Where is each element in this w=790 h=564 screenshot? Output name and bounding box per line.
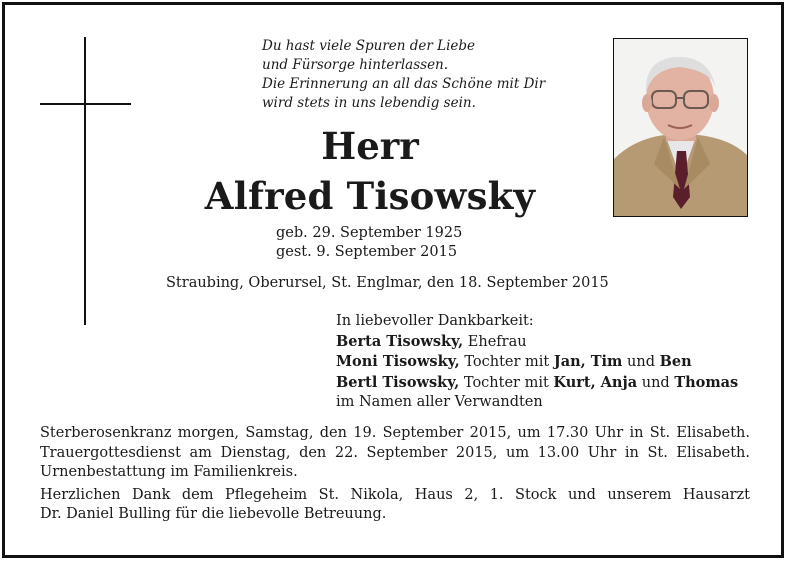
mourner-kin: Ben	[659, 353, 692, 370]
mourners-block	[336, 312, 738, 413]
mourner-name: Berta Tisowsky,	[336, 332, 464, 350]
title-honorific: Herr	[321, 124, 419, 168]
info-line: Sterberosenkranz morgen, Samstag, den 19. September 2015, um 17.30 Uhr in St. Elisabeth.	[40, 425, 750, 441]
verse-line: Die Erinnerung an all das Schöne mit Dir	[262, 76, 546, 92]
mourner-relation: Tochter mit	[459, 354, 554, 370]
thanks-line: Herzlichen Dank dem Pflegeheim St. Nikola, Haus 2, 1. Stock und unserem Hausarzt	[40, 486, 750, 503]
mourner-row	[336, 352, 738, 373]
mourner-kin: Kurt, Anja	[553, 373, 638, 391]
mourner-relation: Tochter mit	[459, 374, 554, 391]
death-date: gest. 9. September 2015	[276, 244, 458, 260]
life-dates	[276, 224, 462, 262]
info-line: Urnenbestattung im Familienkreis.	[40, 464, 298, 480]
mourners-closing: im Namen aller Verwandten	[336, 394, 543, 410]
mourner-kin: Jan, Tim	[553, 353, 623, 370]
verse-line: Du hast viele Spuren der Liebe	[262, 38, 476, 54]
service-info	[40, 424, 750, 525]
mourner-name: Moni Tisowsky,	[336, 353, 460, 370]
thanks-line: Dr. Daniel Bulling für die liebevolle Betreuung.	[40, 506, 387, 522]
verse-line: wird stets in uns lebendig sein.	[262, 95, 476, 111]
mourner-name: Bertl Tisowsky,	[336, 373, 460, 391]
mourner-relation: Ehefrau	[463, 333, 527, 350]
mourner-row	[336, 373, 738, 394]
verse	[262, 37, 545, 113]
info-line: Trauergottesdienst am Dienstag, den 22. September 2015, um 13.00 Uhr in St. Elisabeth.	[40, 444, 750, 461]
mourners-heading: In liebevoller Dankbarkeit:	[336, 313, 534, 329]
mourner-kin: Thomas	[674, 373, 739, 391]
portrait-photo	[613, 38, 748, 217]
mourner-row	[336, 332, 738, 353]
title-name: Alfred Tisowsky	[204, 174, 536, 218]
mourner-conj: und	[637, 374, 675, 391]
place-date: Straubing, Oberursel, St. Englmar, den 18. September 2015	[166, 275, 609, 291]
verse-line: und Fürsorge hinterlassen.	[262, 57, 449, 73]
mourner-conj: und	[622, 354, 660, 370]
birth-date: geb. 29. September 1925	[276, 225, 463, 241]
